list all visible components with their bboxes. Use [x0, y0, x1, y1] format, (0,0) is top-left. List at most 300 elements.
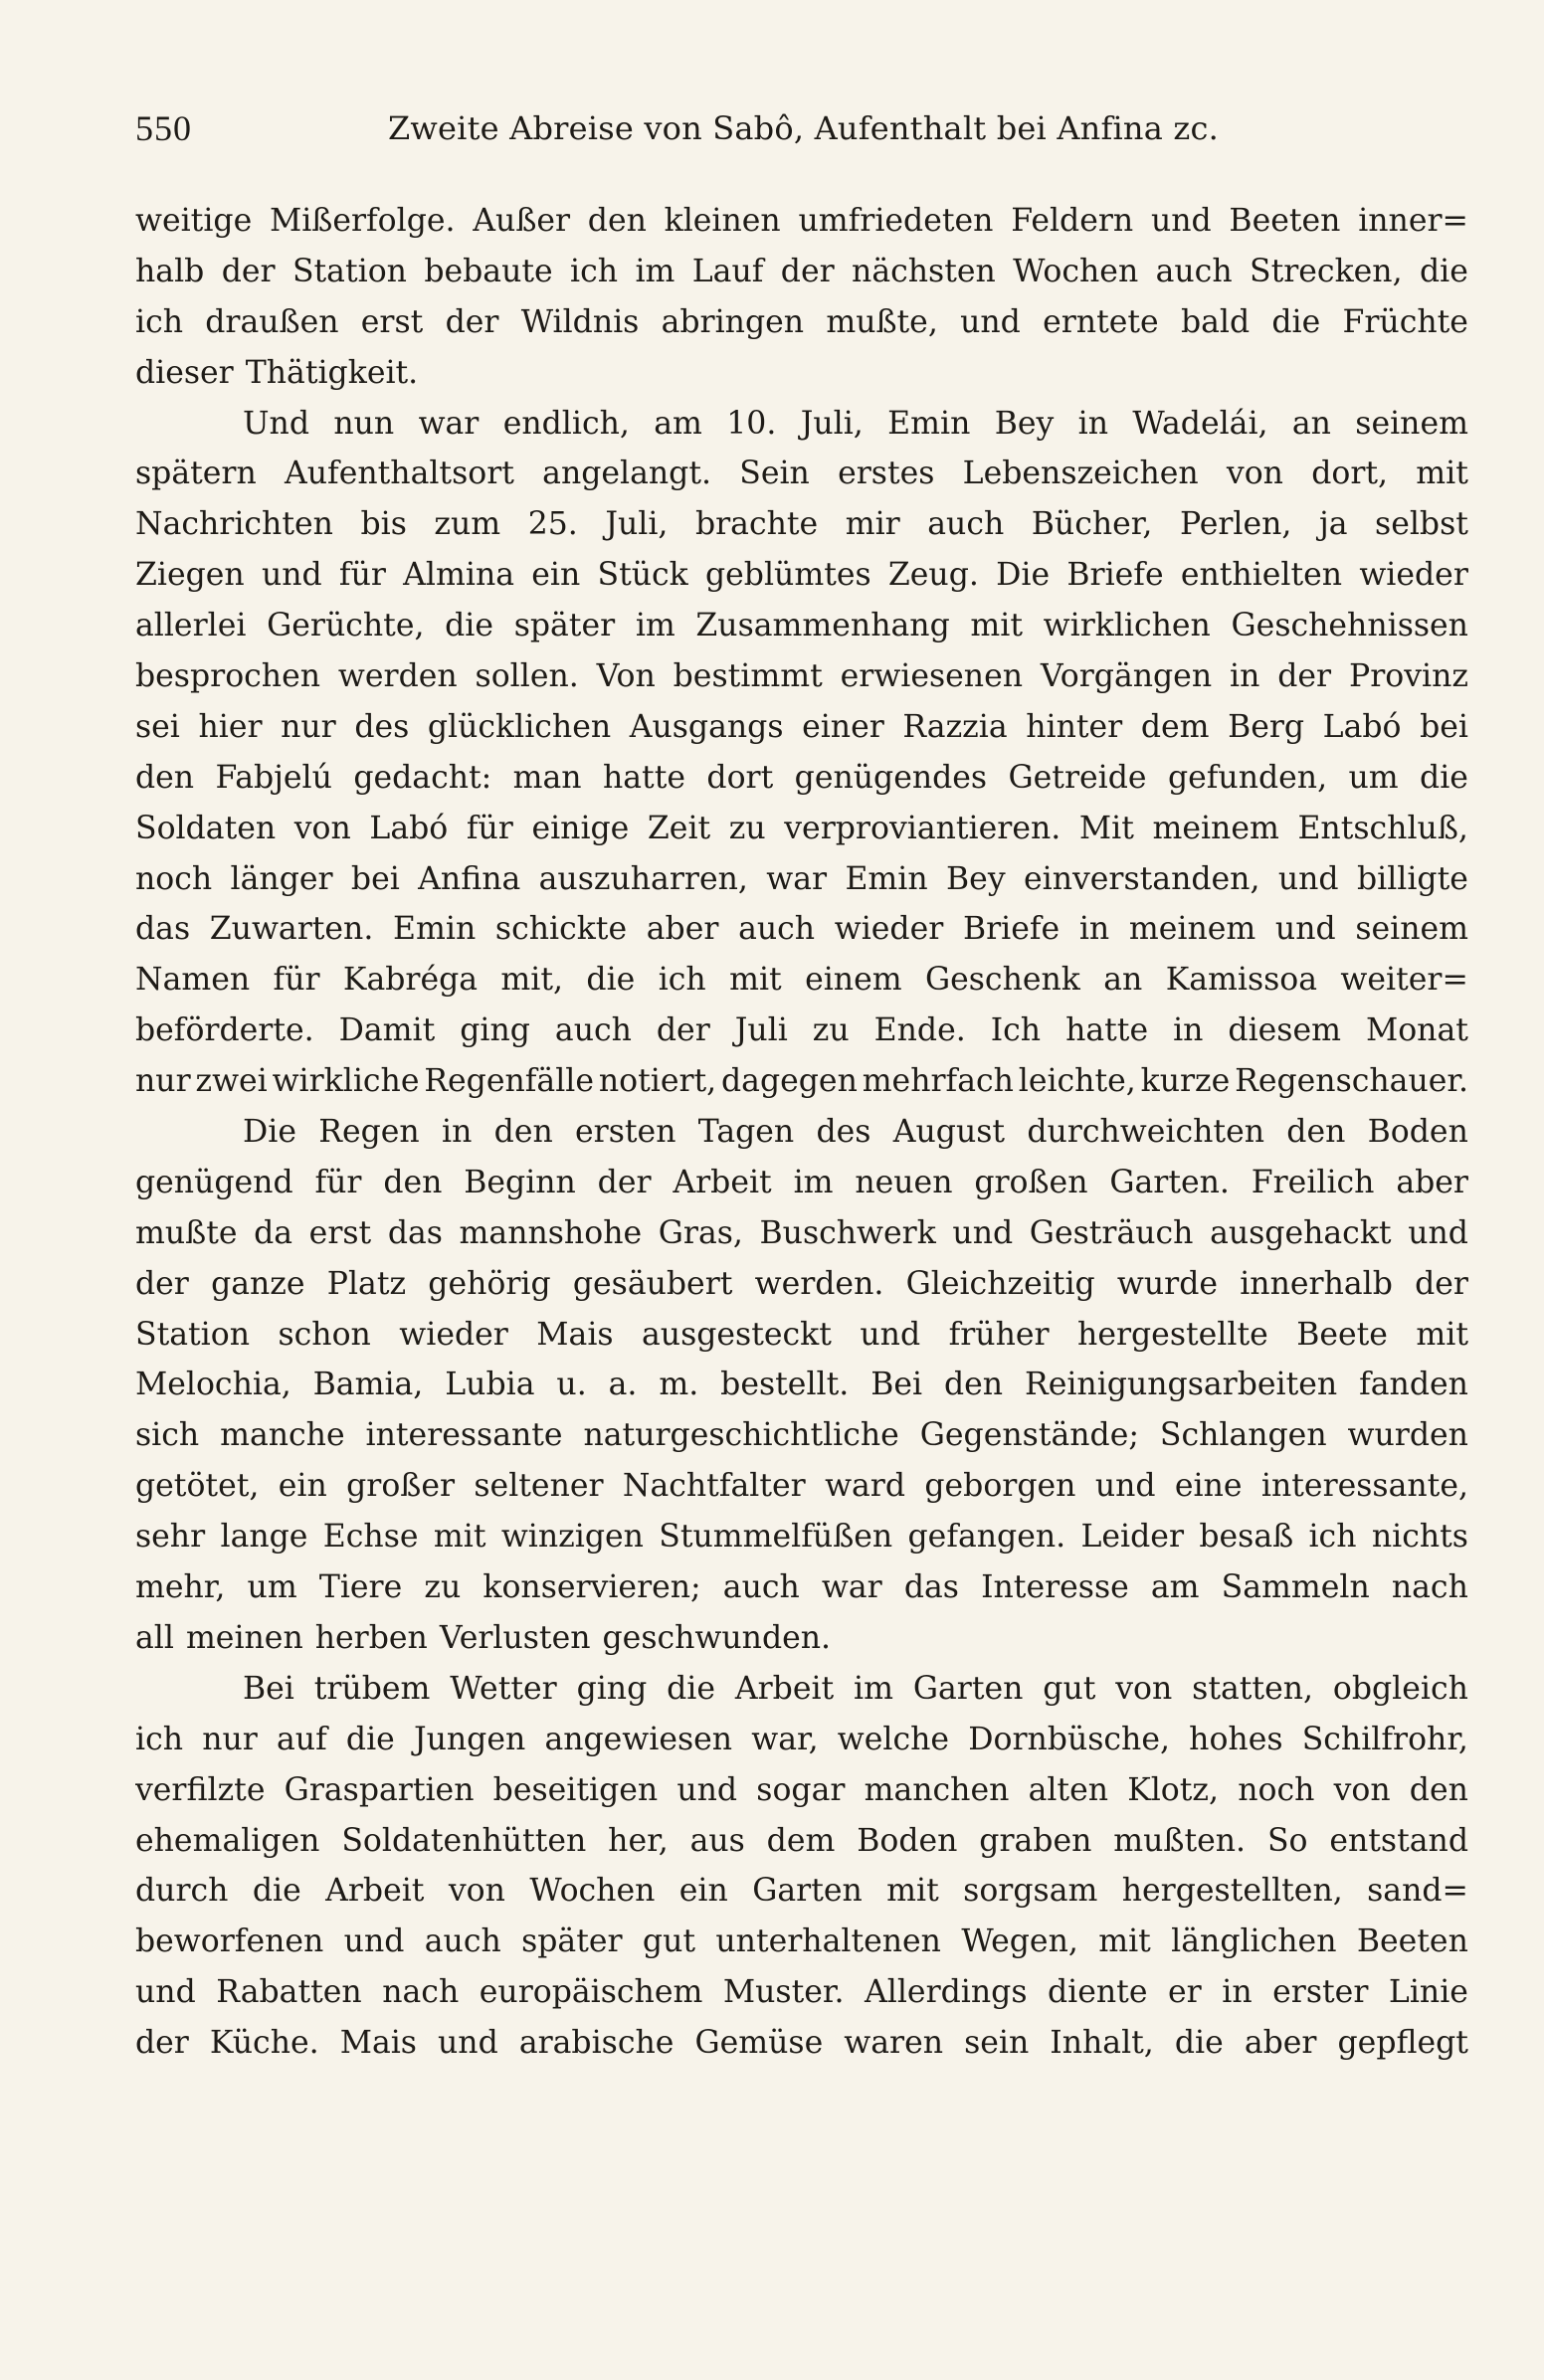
text-line [135, 1664, 1468, 1715]
word: glücklichen [427, 708, 612, 745]
word: mit [970, 608, 1023, 644]
word: Soldatenhütten [341, 1822, 587, 1859]
text-line [135, 904, 1468, 955]
word: die [252, 1873, 301, 1910]
word: graben [979, 1822, 1092, 1859]
word: Labó [369, 810, 449, 846]
word: obgleich [1332, 1670, 1468, 1707]
word: für [273, 962, 320, 999]
word: Nachtfalter [622, 1468, 806, 1505]
word: umfriedeten [798, 203, 994, 239]
word: Zeit [647, 810, 711, 846]
word: ich [135, 303, 184, 340]
text-line [135, 1816, 1468, 1867]
word: Almina [403, 557, 515, 594]
word: wieder [1359, 557, 1468, 594]
word: Regenschauer. [1235, 1063, 1468, 1100]
word: von [1333, 1771, 1391, 1808]
word: weitige [135, 203, 253, 239]
word: den [135, 759, 195, 796]
word: auch [424, 1923, 501, 1960]
word: genügendes [794, 759, 988, 796]
word: und [860, 1316, 921, 1353]
word: bei [350, 860, 400, 897]
word: bei [1420, 708, 1468, 745]
word: werden [337, 658, 458, 695]
word: das [387, 1214, 443, 1251]
text-line [135, 1917, 1468, 1967]
word: arabische [518, 2025, 675, 2062]
word: erst [360, 303, 424, 340]
word: nur [135, 1063, 191, 1100]
word: 25. [527, 506, 578, 543]
word: von [448, 1873, 505, 1910]
word: und [1408, 1214, 1468, 1251]
word: trübem [313, 1670, 431, 1707]
word: in [1077, 405, 1109, 442]
word: beförderte. [135, 1012, 314, 1049]
word: und [438, 2025, 498, 2062]
word: Schilfrohr, [1301, 1721, 1468, 1757]
word: die [1174, 2025, 1224, 2062]
word: Lauf [691, 253, 764, 289]
word: Juli [734, 1012, 788, 1049]
text-line [135, 1208, 1468, 1259]
word: winzigen [500, 1519, 644, 1556]
word: den [587, 203, 647, 239]
word: herben [314, 1619, 428, 1656]
word: meinem [1128, 911, 1256, 948]
word: kleinen [664, 203, 781, 239]
word: auf [277, 1721, 327, 1757]
word: Bey [946, 860, 1006, 897]
word: für [466, 810, 513, 846]
word: statten, [1192, 1670, 1314, 1707]
word: fanden [1359, 1367, 1468, 1403]
word: der [445, 303, 499, 340]
word: in [1078, 911, 1110, 948]
text-line [135, 196, 1468, 247]
word: hergestellten, [1121, 1873, 1343, 1910]
word: der [780, 253, 835, 289]
word: erstes [838, 456, 935, 492]
word: Station [291, 253, 407, 289]
word: Rabatten [216, 1974, 362, 2011]
word: seltener [474, 1468, 604, 1505]
word: draußen [205, 303, 339, 340]
word: gefunden, [1167, 759, 1328, 796]
word: früher [948, 1316, 1050, 1353]
word: Freilich [1251, 1164, 1375, 1200]
word: mußte, [826, 303, 938, 340]
word: m. [659, 1367, 699, 1403]
word: Gemüse [694, 2025, 824, 2062]
word: dort, [1311, 456, 1389, 492]
word: Gerüchte, [267, 608, 425, 644]
word: Garten [752, 1873, 863, 1910]
word: die [445, 608, 494, 644]
word: Feldern [1011, 203, 1134, 239]
word: der [1415, 1265, 1468, 1302]
word: Arbeit [673, 1164, 772, 1200]
word: in [1222, 1974, 1253, 2011]
word: am [1150, 1569, 1200, 1606]
word: gepflegt [1337, 2025, 1468, 2062]
text-line [135, 1158, 1468, 1208]
word: ich [1308, 1519, 1357, 1556]
word: noch [135, 860, 213, 897]
word: im [635, 253, 676, 289]
word: und [1277, 860, 1339, 897]
word: Wetter [450, 1670, 557, 1707]
word: beworfenen [135, 1923, 324, 1960]
text-line [135, 1866, 1468, 1917]
text-line [135, 348, 1468, 399]
word: auch [554, 1012, 632, 1049]
word: Vorgängen [1040, 658, 1213, 695]
word: Wochen [529, 1873, 656, 1910]
word: billigte [1356, 860, 1468, 897]
word: bis [360, 506, 407, 543]
word: aber [1396, 1164, 1468, 1200]
word: kurze [1140, 1063, 1231, 1100]
word: Inhalt, [1050, 2025, 1154, 2062]
word: zu [424, 1569, 462, 1606]
word: ein [678, 1873, 728, 1910]
word: und [343, 1923, 405, 1960]
word: den [493, 1114, 553, 1151]
word: mit, [500, 962, 564, 999]
word: Früchte [1342, 303, 1468, 340]
word: von [1115, 1670, 1173, 1707]
word: Sein [739, 456, 810, 492]
word: einverstanden, [1023, 860, 1260, 897]
word: Beete [1296, 1316, 1388, 1353]
word: Beginn [464, 1164, 576, 1200]
word: hinter [1026, 708, 1123, 745]
word: Arbeit [325, 1873, 425, 1910]
word: sollen. [475, 658, 579, 695]
word: ging [576, 1670, 648, 1707]
word: nur [202, 1721, 258, 1757]
word: im [635, 608, 676, 644]
word: Wegen, [961, 1923, 1078, 1960]
word: angewiesen [544, 1721, 733, 1757]
word: Dornbüsche, [968, 1721, 1170, 1757]
word: neuen [855, 1164, 953, 1200]
word: Wadelái, [1132, 405, 1268, 442]
word: europäischem [479, 1974, 703, 2011]
word: ersten [575, 1114, 676, 1151]
word: einige [531, 810, 630, 846]
word: dieser [135, 354, 234, 391]
word: 10. [726, 405, 777, 442]
word: a. [608, 1367, 638, 1403]
word: Zuwarten. [209, 911, 374, 948]
word: Labó [1322, 708, 1402, 745]
word: Nachrichten [135, 506, 333, 543]
word: angelangt. [542, 456, 712, 492]
word: Perlen, [1179, 506, 1292, 543]
word: Getreide [1008, 759, 1147, 796]
word: nichts [1371, 1519, 1468, 1556]
word: den [943, 1367, 1004, 1403]
word: Berg [1228, 708, 1305, 745]
word: erst [308, 1214, 372, 1251]
word: zu [728, 810, 766, 846]
word: bebaute [424, 253, 553, 289]
word: verproviantieren. [784, 810, 1062, 846]
word: Schlangen [1159, 1417, 1327, 1454]
word: Graspartien [284, 1771, 475, 1808]
word: Boden [1367, 1114, 1468, 1151]
word: Gleichzeitig [905, 1265, 1095, 1302]
word: Ich [990, 1012, 1042, 1049]
word: Zeug. [887, 557, 979, 594]
word: aber [1244, 2025, 1317, 2062]
word: an [1103, 962, 1143, 999]
word: Regenfälle [424, 1063, 594, 1100]
word: Melochia, [135, 1367, 291, 1403]
word: hatte [602, 759, 686, 796]
word: ich [570, 253, 619, 289]
word: unterhaltenen [715, 1923, 941, 1960]
word: aber [646, 911, 719, 948]
word: weiter= [1340, 962, 1468, 999]
word: Boden [857, 1822, 958, 1859]
word: Damit [338, 1012, 436, 1049]
word: Stummelfüßen [659, 1519, 893, 1556]
word: Razzia [902, 708, 1008, 745]
word: Klotz, [1127, 1771, 1220, 1808]
word: diesem [1228, 1012, 1341, 1049]
word: Entschluß, [1297, 810, 1468, 846]
word: wirkliche [272, 1063, 420, 1100]
word: zwei [195, 1063, 268, 1100]
word: länger [230, 860, 333, 897]
word: am [654, 405, 702, 442]
word: wurde [1116, 1265, 1219, 1302]
word: auszuharren, [538, 860, 748, 897]
word: Bücher, [1031, 506, 1153, 543]
word: die [1419, 253, 1468, 289]
word: Namen [135, 962, 251, 999]
word: schickte [494, 911, 628, 948]
text-line [135, 753, 1468, 804]
word: sand= [1367, 1873, 1468, 1910]
text-line [135, 449, 1468, 499]
word: im [854, 1670, 893, 1707]
word: leichte, [1018, 1063, 1136, 1100]
text-line [135, 854, 1468, 905]
word: zum [434, 506, 501, 543]
word: getötet, [135, 1468, 260, 1505]
word: Muster. [722, 1974, 845, 2011]
word: ehemaligen [135, 1822, 320, 1859]
word: für [314, 1164, 362, 1200]
word: spätern [135, 456, 257, 492]
word: durchweichten [1027, 1114, 1264, 1151]
word: war, [751, 1721, 819, 1757]
word: war [418, 405, 480, 442]
word: innerhalb [1240, 1265, 1393, 1302]
word: Bei [870, 1367, 923, 1403]
word: Station [135, 1316, 251, 1353]
page-header [135, 103, 1468, 153]
word: Gegenstände; [919, 1417, 1139, 1454]
word: ich [658, 962, 706, 999]
word: diente [1048, 1974, 1148, 2011]
word: war [821, 1569, 882, 1606]
word: beseitigen [492, 1771, 659, 1808]
word: hatte [1065, 1012, 1149, 1049]
word: ein [278, 1468, 327, 1505]
text-line [135, 804, 1468, 854]
word: sich [135, 1417, 200, 1454]
word: Lebenszeichen [962, 456, 1199, 492]
word: Geschenk [924, 962, 1080, 999]
word: mit [1416, 1316, 1468, 1353]
word: der [656, 1012, 710, 1049]
word: der [135, 2025, 189, 2062]
word: ging [460, 1012, 530, 1049]
word: großer [346, 1468, 456, 1505]
word: enthielten [1180, 557, 1343, 594]
word: sorgsam [963, 1873, 1098, 1910]
text-line [135, 550, 1468, 601]
text-line [135, 651, 1468, 702]
word: Wochen [1013, 253, 1139, 289]
word: selbst [1375, 506, 1468, 543]
text-line [135, 399, 1468, 450]
word: einem [805, 962, 902, 999]
word: auch [1155, 253, 1233, 289]
word: Ausgangs [629, 708, 784, 745]
word: mehr, [135, 1569, 226, 1606]
word: hohes [1189, 1721, 1283, 1757]
word: Fabjelú [215, 759, 332, 796]
word: Mais [536, 1316, 614, 1353]
word: meinem [1152, 810, 1279, 846]
word: da [254, 1214, 293, 1251]
word: Wildnis [520, 303, 640, 340]
word: Interesse [981, 1569, 1129, 1606]
word: Garten [912, 1670, 1024, 1707]
word: gefangen. [907, 1519, 1066, 1556]
word: Außer [473, 203, 571, 239]
word: auch [722, 1569, 800, 1606]
word: nach [382, 1974, 460, 2011]
word: Küche. [209, 2025, 319, 2062]
word: Gras, [658, 1214, 743, 1251]
word: gehörig [428, 1265, 551, 1302]
word: halb [135, 253, 205, 289]
text-line [135, 1765, 1468, 1816]
word: genügend [135, 1164, 293, 1200]
word: in [442, 1114, 473, 1151]
word: hier [198, 708, 263, 745]
text-line [135, 1967, 1468, 2018]
word: nächsten [852, 253, 996, 289]
word: das [903, 1569, 959, 1606]
word: geborgen [924, 1468, 1076, 1505]
word: Strecken, [1249, 253, 1403, 289]
word: seinem [1355, 405, 1468, 442]
word: Bamia, [312, 1367, 424, 1403]
text-line [135, 601, 1468, 651]
word: der [221, 253, 276, 289]
word: Beeten [1356, 1923, 1468, 1960]
word: mehrfach [862, 1063, 1014, 1100]
text-line [135, 955, 1468, 1006]
word: Juli, [605, 506, 669, 543]
word: alten [1028, 1771, 1109, 1808]
word: aus [689, 1822, 745, 1859]
word: mit [433, 1519, 486, 1556]
word: gut [642, 1923, 696, 1960]
word: Kamissoa [1165, 962, 1318, 999]
word: einer [802, 708, 884, 745]
word: bestimmt [673, 658, 823, 695]
word: die [345, 1721, 395, 1757]
word: noch [1238, 1771, 1315, 1808]
word: in [1230, 658, 1260, 695]
word: war [766, 860, 828, 897]
word: und [676, 1771, 738, 1808]
word: sogar [756, 1771, 846, 1808]
word: nur [281, 708, 336, 745]
word: Emin [845, 860, 928, 897]
word: mannshohe [459, 1214, 643, 1251]
word: schon [278, 1316, 371, 1353]
word: endlich, [502, 405, 630, 442]
word: welche [837, 1721, 950, 1757]
word: abringen [661, 303, 805, 340]
word: Bei [243, 1670, 294, 1707]
word: konservieren; [482, 1569, 701, 1606]
word: wieder [399, 1316, 508, 1353]
word: notiert, [598, 1063, 717, 1100]
word: mußte [135, 1214, 238, 1251]
word: allerlei [135, 608, 247, 644]
word: nach [1391, 1569, 1468, 1606]
word: von [1226, 456, 1283, 492]
word: Juli, [800, 405, 864, 442]
word: Von [596, 658, 656, 695]
word: Sammeln [1221, 1569, 1370, 1606]
word: Lubia [445, 1367, 535, 1403]
word: Aufenthaltsort [285, 456, 514, 492]
page-number: 550 [135, 108, 192, 148]
word: meinen [185, 1619, 303, 1656]
word: dem [1140, 708, 1210, 745]
text-line [135, 702, 1468, 753]
word: Mais [339, 2025, 417, 2062]
word: Soldaten [135, 810, 277, 846]
word: Echse [322, 1519, 419, 1556]
word: Monat [1365, 1012, 1468, 1049]
word: großen [974, 1164, 1088, 1200]
word: und [135, 1974, 196, 2011]
word: inner= [1358, 203, 1468, 239]
text-line [135, 1512, 1468, 1562]
word: August [892, 1114, 1006, 1151]
word: Mit [1078, 810, 1134, 846]
word: länglichen [1171, 1923, 1337, 1960]
text-line [135, 1410, 1468, 1461]
text-line [135, 1259, 1468, 1310]
word: Buschwerk [759, 1214, 936, 1251]
